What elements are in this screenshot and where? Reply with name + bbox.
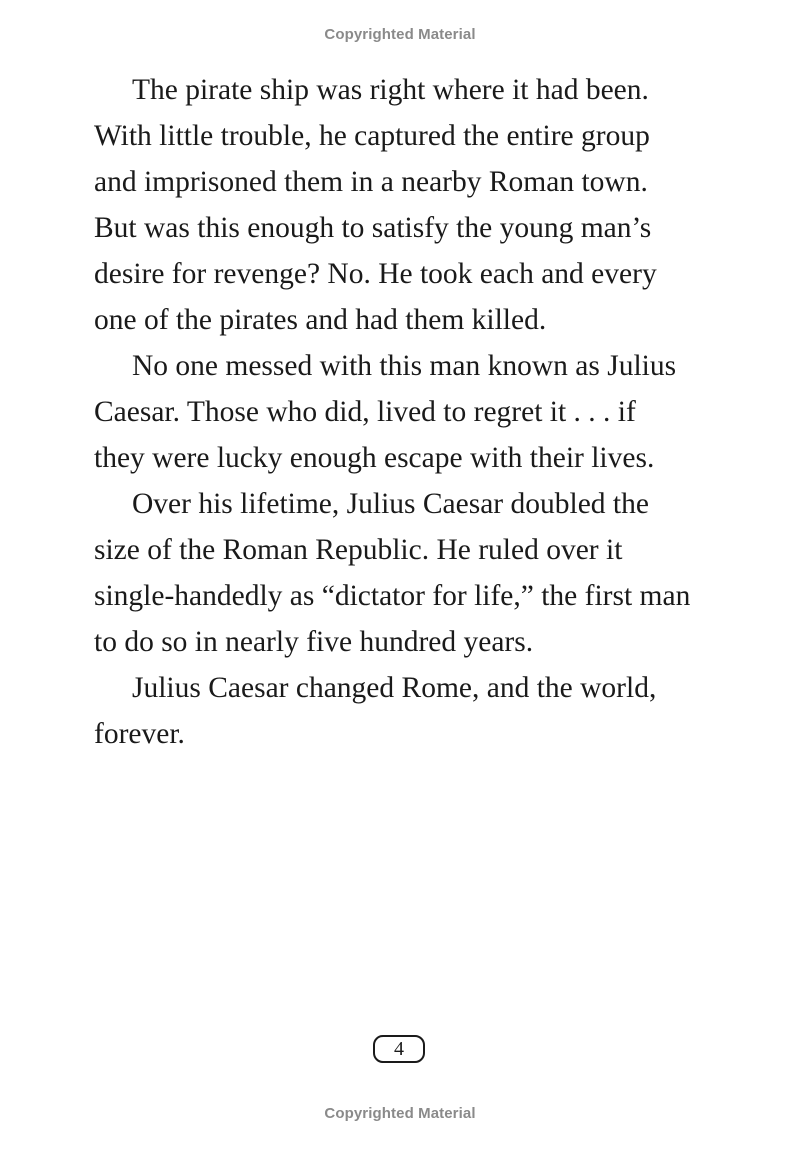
page-body-text xyxy=(94,67,734,757)
text-line: and imprisoned them in a nearby Roman town. xyxy=(94,166,648,198)
text-line: With little trouble, he captured the entire group xyxy=(94,120,650,152)
text-line: to do so in nearly five hundred years. xyxy=(94,626,534,658)
paragraph xyxy=(94,343,734,481)
text-line: The pirate ship was right where it had been. xyxy=(132,74,649,106)
text-line: Julius Caesar changed Rome, and the world, xyxy=(132,672,657,704)
paragraph xyxy=(94,665,734,757)
text-line: No one messed with this man known as Julius xyxy=(132,350,677,382)
text-line: they were lucky enough escape with their lives. xyxy=(94,442,655,474)
text-line: Over his lifetime, Julius Caesar doubled the xyxy=(132,488,649,520)
text-line: desire for revenge? No. He took each and every xyxy=(94,258,657,290)
text-line: single-handedly as “dictator for life,” the first man xyxy=(94,580,691,612)
text-line: But was this enough to satisfy the young man’s xyxy=(94,212,652,244)
paragraph xyxy=(94,481,734,665)
text-line: size of the Roman Republic. He ruled over it xyxy=(94,534,623,566)
page-number-frame xyxy=(373,1035,425,1063)
text-line: one of the pirates and had them killed. xyxy=(94,304,547,336)
text-line: Caesar. Those who did, lived to regret it . . . if xyxy=(94,396,636,428)
copyright-watermark-bottom: Copyrighted Material xyxy=(324,1105,476,1122)
paragraph xyxy=(94,67,734,343)
copyright-watermark-top: Copyrighted Material xyxy=(324,26,476,43)
text-line: forever. xyxy=(94,718,185,750)
page-number: 4 xyxy=(394,1038,404,1060)
